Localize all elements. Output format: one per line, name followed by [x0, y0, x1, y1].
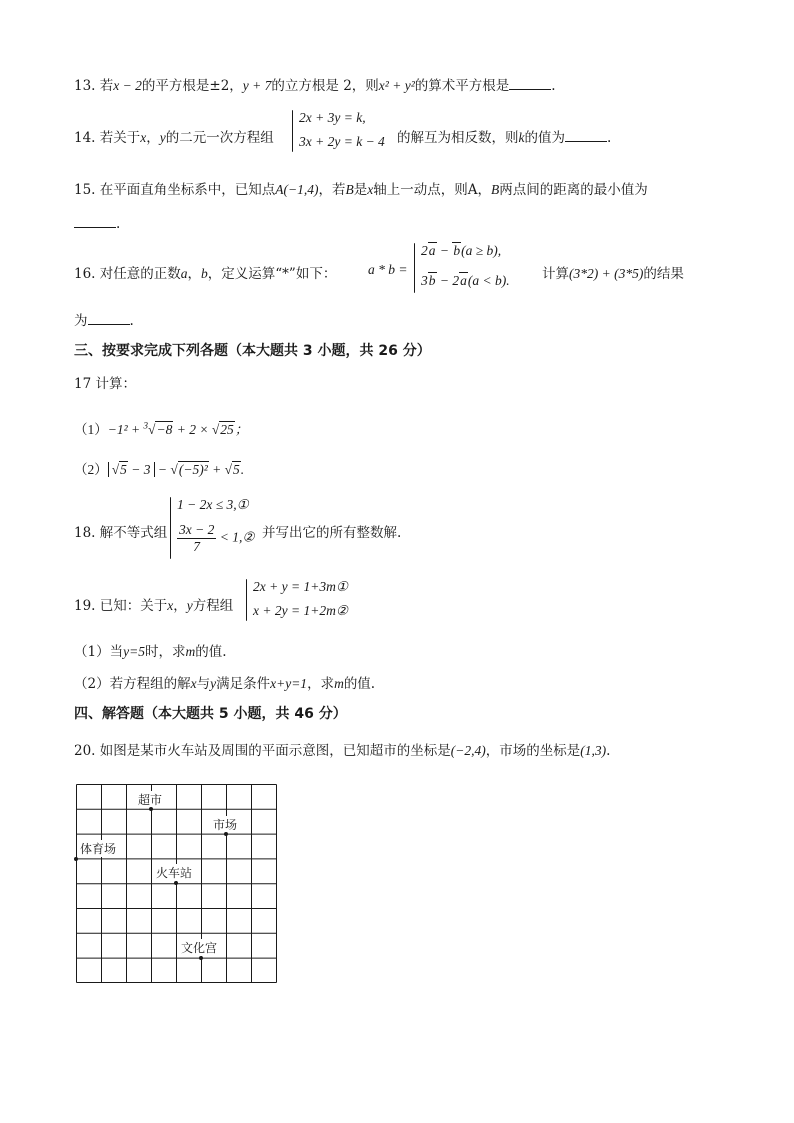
- q17-p2-label: （2）: [74, 462, 108, 477]
- q16-case-2: [421, 273, 510, 289]
- q18-text: 解不等式组: [99, 525, 168, 541]
- q16-c1-rad2: b: [453, 243, 461, 258]
- q15-text-5: 两点间的距离的最小值为: [499, 182, 648, 198]
- q13-expr-3: x² + y²: [378, 78, 415, 93]
- radical-sign: √: [224, 462, 233, 477]
- q16-c1-cond: (a ≥ b),: [461, 243, 502, 258]
- q16-expr: (3*2) + (3*5): [569, 266, 644, 281]
- q20-market-coord: (1,3): [580, 743, 607, 758]
- q20-text-2: ，市场的坐标是: [485, 743, 581, 759]
- q14-text-4: 的值为: [524, 130, 565, 146]
- q17-p1-a: −1² +: [107, 422, 144, 437]
- map-label-market: 市场: [213, 818, 238, 832]
- q15-text-3: 是: [353, 182, 368, 198]
- q17-p2-radicand-1: 5: [120, 462, 127, 477]
- q19-part-2: [74, 672, 375, 692]
- question-13: [74, 74, 556, 94]
- question-15-answer: [74, 215, 120, 232]
- q16-number: 16.: [74, 266, 96, 282]
- q17-p2-radicand-3: 5: [233, 462, 240, 477]
- q16-c2-rad: b: [428, 273, 436, 288]
- q16-text-5: 为: [74, 313, 88, 329]
- q19-p2-text-5: 的值.: [343, 676, 376, 692]
- q19-equation-1: 2x + y = 1+3m①: [253, 579, 348, 594]
- q15-number: 15.: [74, 182, 96, 198]
- q16-text: 对任意的正数: [99, 266, 181, 282]
- section-3-heading: 三、按要求完成下列各题（本大题共 3 小题，共 26 分）: [74, 343, 431, 359]
- q15-point-a: A(−1,4): [275, 182, 319, 197]
- radical-sign: √: [211, 422, 220, 437]
- q13-expr-2: y + 7: [242, 78, 272, 93]
- q16-c2-op: − 2: [436, 273, 460, 288]
- q16-definition-lhs: a * b =: [368, 262, 408, 277]
- q18-numerator: 3x − 2: [179, 522, 215, 537]
- map-label-stadium: 体育场: [80, 842, 117, 856]
- q17-p1-radicand-2: 25: [220, 422, 234, 437]
- q19-p2-var-x: x: [190, 676, 197, 691]
- q15-text-4: 轴上一动点，则A，: [373, 182, 492, 198]
- q13-number: 13.: [74, 78, 96, 94]
- q16-case-1: [421, 243, 501, 259]
- q19-text-2: 方程组: [192, 598, 234, 614]
- q15-end: .: [116, 216, 121, 232]
- q16-var-b: b: [201, 266, 208, 281]
- q17-p2-a: − 3: [127, 462, 151, 477]
- q16-end: .: [129, 313, 134, 329]
- question-16: [74, 262, 336, 282]
- q13-expr-1: x − 2: [113, 78, 142, 93]
- q13-text-3: 的立方根是 2，则: [271, 78, 379, 94]
- q19-part-1: [74, 640, 227, 660]
- q16-c2-rad2: a: [460, 273, 467, 288]
- q20-number: 20.: [74, 743, 96, 759]
- q18-inequality-2: [177, 522, 254, 555]
- answer-blank[interactable]: [88, 312, 130, 325]
- q19-p2-text: （2）若方程组的解: [74, 676, 191, 692]
- q19-p2-text-3: 满足条件: [216, 676, 271, 692]
- q17-p1-root-index: 3: [143, 420, 149, 431]
- q13-text-4: 的算术平方根是: [414, 78, 510, 94]
- question-16-answer: [74, 309, 134, 329]
- question-18-tail: [262, 521, 401, 541]
- q19-p1-text-3: 的值.: [195, 644, 227, 660]
- q14-number: 14.: [74, 130, 96, 146]
- q18-denominator: 7: [193, 539, 201, 554]
- q20-text: 如图是某市火车站及周围的平面示意图，已知超市的坐标是: [99, 743, 451, 759]
- q19-p2-text-2: 与: [196, 676, 211, 692]
- q19-var-x: x: [167, 598, 174, 613]
- q19-number: 19.: [74, 598, 96, 614]
- q19-var-y: y: [186, 598, 193, 613]
- q20-supermarket-coord: (−2,4): [450, 743, 486, 758]
- q14-end: .: [607, 130, 612, 146]
- map-label-supermarket: 超市: [138, 793, 163, 807]
- q19-p2-cond: x+y=1: [270, 676, 308, 691]
- q19-p2-text-4: ，求: [307, 676, 335, 692]
- radical-sign: √: [111, 462, 120, 477]
- q17-p1-b: + 2 ×: [173, 422, 212, 437]
- q14-text: 若关于: [99, 130, 141, 146]
- q18-number: 18.: [74, 525, 96, 541]
- palace-point: [199, 956, 203, 960]
- q16-text-3: 计算: [542, 266, 569, 282]
- q14-equation-2: 3x + 2y = k − 4: [299, 134, 385, 149]
- question-14: [74, 126, 274, 146]
- q16-sep: ，: [187, 266, 202, 282]
- q15-var-b: B: [345, 182, 354, 197]
- q14-system-brace: [292, 110, 293, 152]
- question-17-heading: 17 计算：: [74, 376, 136, 392]
- q19-p2-var-m: m: [334, 676, 344, 691]
- q17-p1-end: ；: [234, 422, 249, 437]
- q19-p1-var-m: m: [185, 644, 196, 659]
- q18-inequality-2-tail: < 1,②: [219, 529, 255, 545]
- section-4-heading: 四、解答题（本大题共 5 小题，共 46 分）: [74, 706, 347, 722]
- q19-equation-2: x + 2y = 1+2m②: [253, 603, 348, 618]
- q16-case-brace: [414, 243, 415, 293]
- q17-p2-c: +: [208, 462, 225, 477]
- q19-p1-text: （1）当: [74, 644, 124, 660]
- answer-blank[interactable]: [565, 129, 607, 142]
- q16-c2-cond: (a < b).: [467, 273, 510, 288]
- map-label-station: 火车站: [156, 866, 193, 880]
- q15-text: 在平面直角坐标系中，已知点: [99, 182, 276, 198]
- q15-text-2: ，若: [318, 182, 346, 198]
- q17-p1-radicand: −8: [156, 422, 173, 437]
- question-16-tail: [542, 262, 684, 282]
- q14-var-x: x: [140, 130, 147, 145]
- q19-p2-var-y: y: [210, 676, 217, 691]
- question-15: [74, 178, 648, 198]
- question-18: [74, 521, 167, 541]
- q16-c1-op: −: [436, 243, 453, 258]
- q17-part-1: [74, 418, 248, 438]
- q19-sep: ，: [173, 598, 187, 614]
- q17-p2-abs: [108, 462, 155, 477]
- q16-c1-coef: 2: [421, 243, 428, 258]
- q13-text-2: 的平方根是±2，: [141, 78, 243, 94]
- q18-fraction: [177, 522, 216, 555]
- station-map: [76, 784, 277, 983]
- q20-end: .: [606, 743, 611, 759]
- q17-p1-label: （1）: [74, 422, 108, 437]
- q13-text: 若: [99, 78, 114, 94]
- q14-text-3: 的解互为相反数，则: [397, 130, 519, 146]
- q17-p2-radicand-2: (−5)²: [178, 462, 208, 477]
- q15-var-x: x: [367, 182, 374, 197]
- q18-inequality-1: 1 − 2x ≤ 3,①: [177, 497, 249, 512]
- question-19: [74, 594, 233, 614]
- q15-var-b2: B: [491, 182, 500, 197]
- stadium-point: [74, 857, 78, 861]
- q16-c1-rad: a: [428, 243, 436, 258]
- market-point: [224, 832, 228, 836]
- q17-p2-b: −: [154, 462, 171, 477]
- q19-p1-cond: y=5: [123, 644, 145, 659]
- q17-p2-end: .: [240, 462, 245, 477]
- question-14-tail: [397, 126, 611, 146]
- radical-sign: √: [148, 422, 156, 437]
- answer-blank[interactable]: [509, 77, 551, 90]
- q16-text-2: ，定义运算“*”如下：: [207, 266, 337, 282]
- answer-blank[interactable]: [74, 215, 116, 228]
- q19-text: 已知：关于: [99, 598, 168, 614]
- q16-text-4: 的结果: [643, 266, 684, 282]
- q17-part-2: [74, 458, 244, 478]
- q19-system-brace: [246, 579, 247, 621]
- q18-system-brace: [170, 497, 171, 559]
- q13-end: .: [551, 78, 556, 94]
- q14-var-y: y: [159, 130, 166, 145]
- question-20: [74, 739, 610, 759]
- q14-sep: ，: [146, 130, 160, 146]
- q14-var-k: k: [518, 130, 525, 145]
- q14-equation-1: 2x + 3y = k,: [299, 110, 366, 125]
- map-label-palace: 文化宫: [181, 941, 218, 955]
- q16-var-a: a: [180, 266, 188, 281]
- q16-c2-coef: 3: [421, 273, 428, 288]
- q14-text-2: 的二元一次方程组: [165, 130, 274, 146]
- radical-sign: √: [170, 462, 178, 477]
- supermarket-point: [149, 807, 153, 811]
- q19-p1-text-2: 时，求: [144, 644, 186, 660]
- q18-text-2: 并写出它的所有整数解.: [262, 525, 402, 541]
- station-point: [174, 881, 178, 885]
